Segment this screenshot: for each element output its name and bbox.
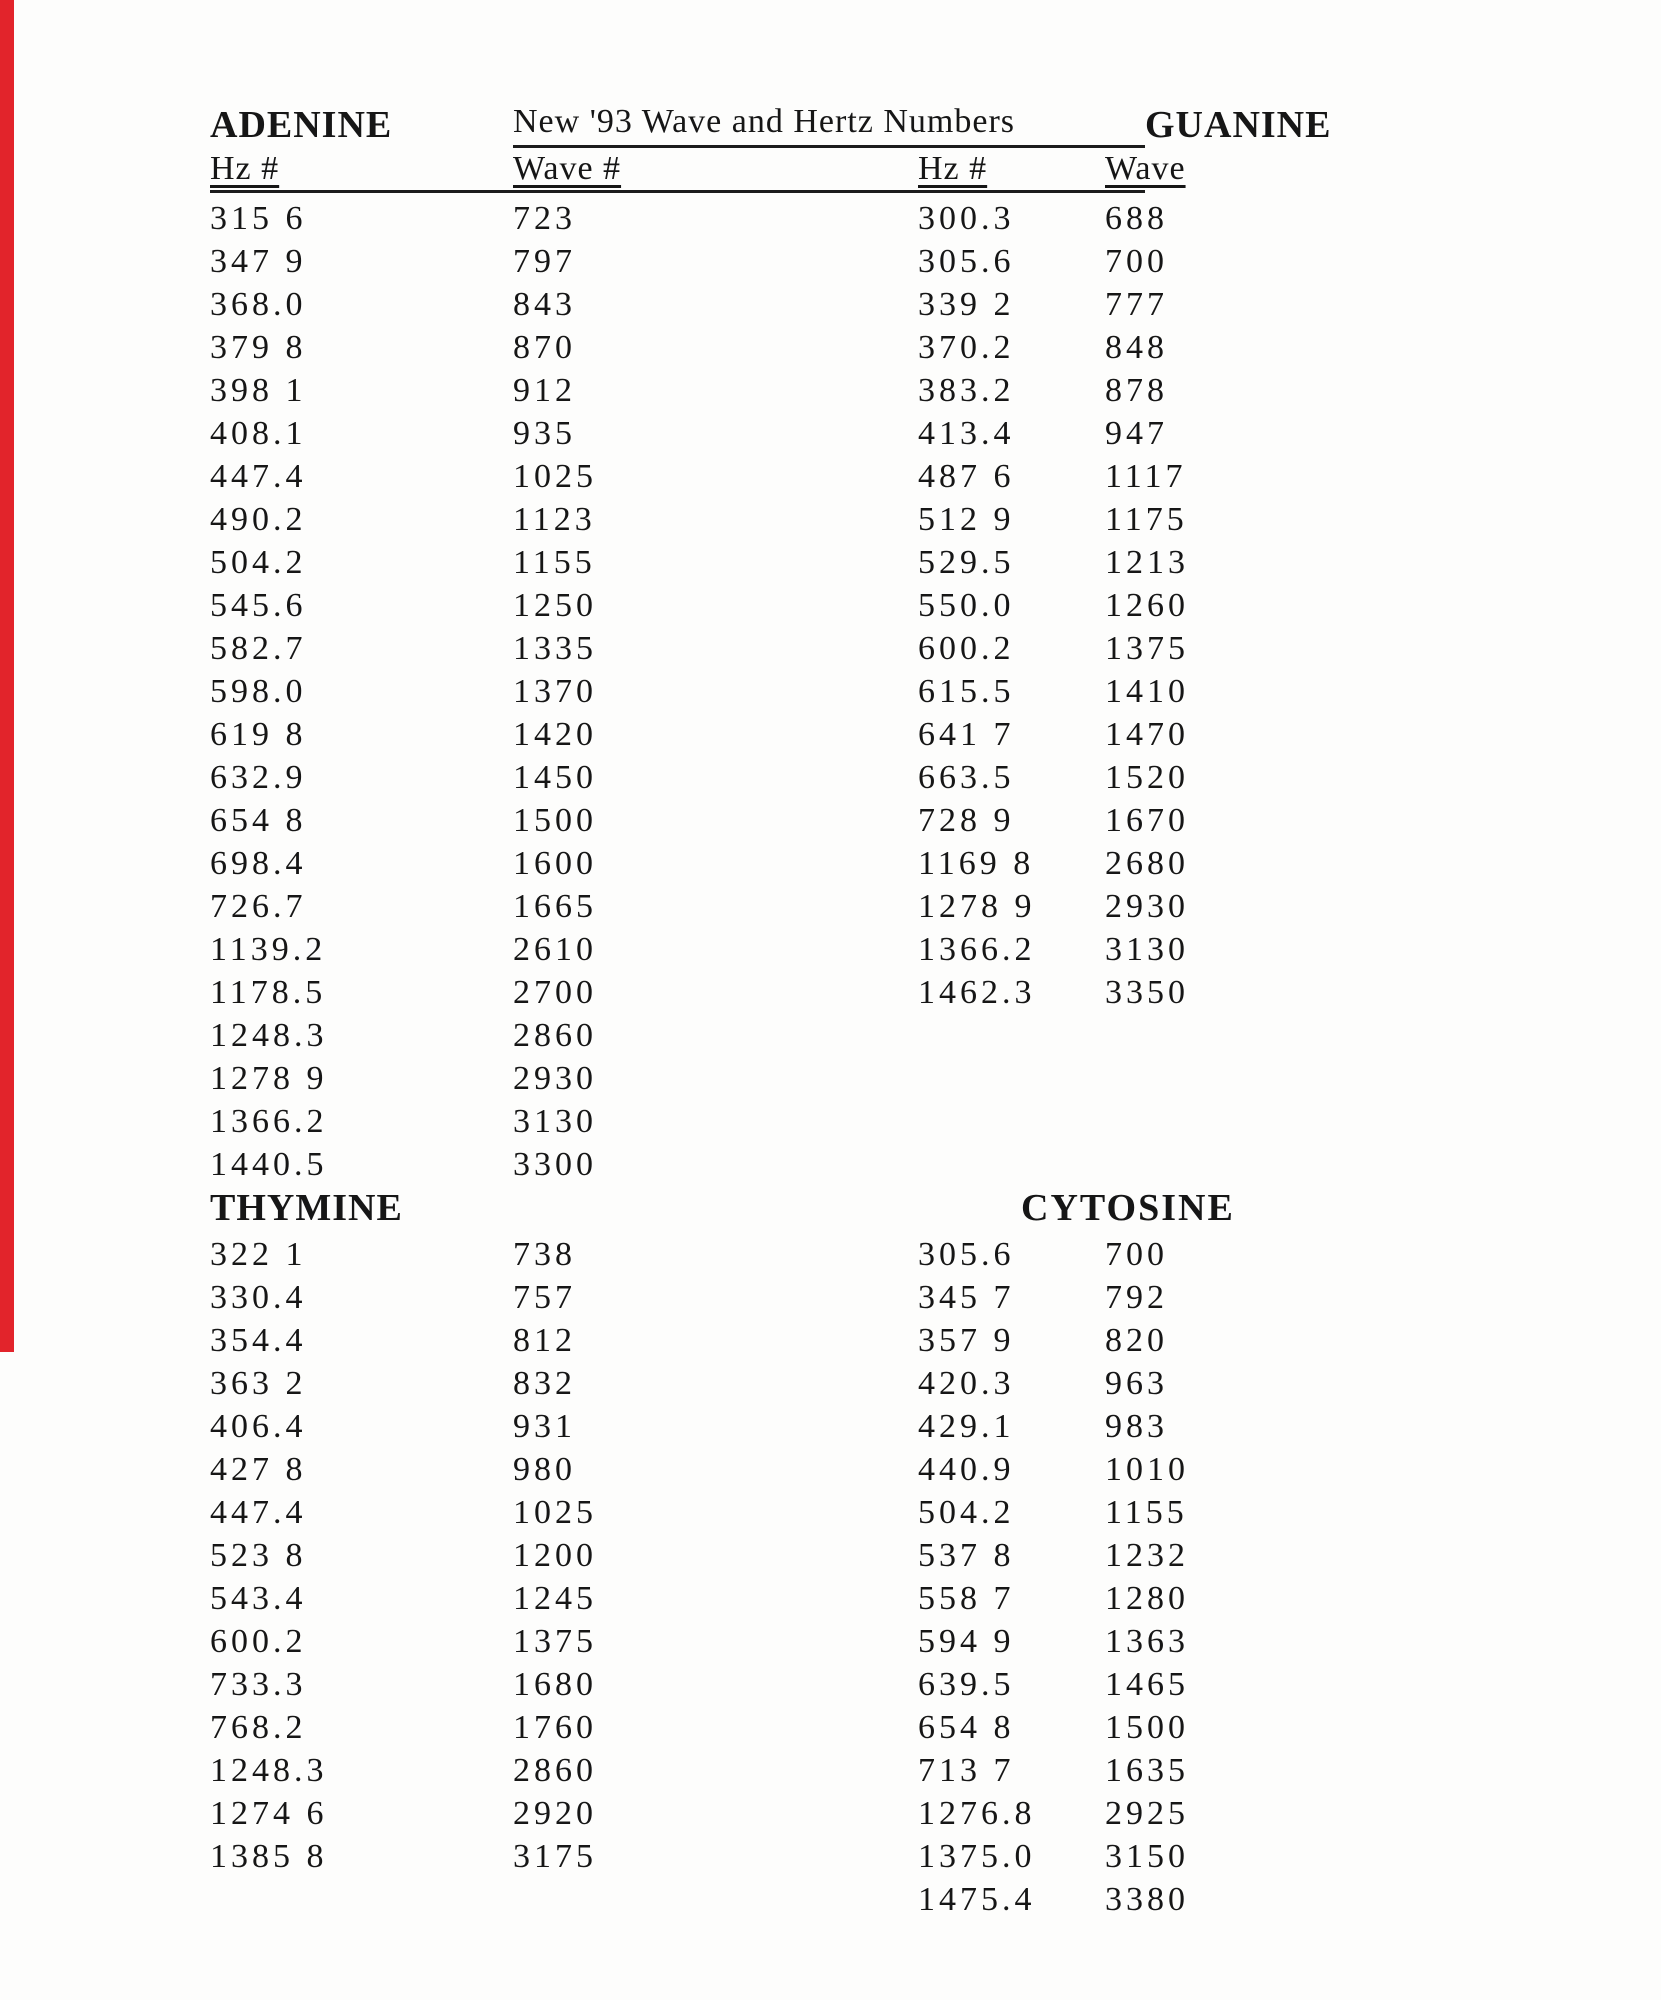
hz-cell-left: 315 6 bbox=[210, 200, 307, 237]
wave-cell-right: 700 bbox=[1105, 243, 1168, 280]
hz-cell-right: 1475.4 bbox=[918, 1881, 1036, 1918]
hz-cell-right: 339 2 bbox=[918, 286, 1015, 323]
hz-cell-left: 600.2 bbox=[210, 1623, 307, 1660]
wave-cell-right: 1175 bbox=[1105, 501, 1188, 538]
hz-cell-right: 429.1 bbox=[918, 1408, 1015, 1445]
hz-cell-left: 632.9 bbox=[210, 759, 307, 796]
wave-cell-left: 1155 bbox=[513, 544, 596, 581]
hz-cell-left: 545.6 bbox=[210, 587, 307, 624]
hz-cell-right: 504.2 bbox=[918, 1494, 1015, 1531]
table-row bbox=[210, 1057, 1540, 1100]
wave-cell-left: 1760 bbox=[513, 1709, 597, 1746]
hz-cell-left: 427 8 bbox=[210, 1451, 307, 1488]
wave-cell-right: 1500 bbox=[1105, 1709, 1189, 1746]
wave-cell-right bbox=[1105, 1014, 1540, 1057]
wave-cell-left: 2920 bbox=[513, 1795, 597, 1832]
wave-cell-right: 1117 bbox=[1105, 458, 1187, 495]
hz-cell-right: 1278 9 bbox=[918, 888, 1036, 925]
table-row bbox=[210, 197, 1540, 240]
wave-cell-right: 947 bbox=[1105, 415, 1168, 452]
wave-cell-left: 1250 bbox=[513, 587, 597, 624]
wave-cell-left: 870 bbox=[513, 329, 576, 366]
wave-cell-left: 2930 bbox=[513, 1060, 597, 1097]
hz-cell-right: 512 9 bbox=[918, 501, 1015, 538]
table-row bbox=[210, 412, 1540, 455]
table-row bbox=[210, 1620, 1540, 1663]
hz-cell-right bbox=[918, 1057, 1105, 1100]
hz-cell-right: 413.4 bbox=[918, 415, 1015, 452]
wave-cell-right: 1363 bbox=[1105, 1623, 1189, 1660]
wave-cell-right: 700 bbox=[1105, 1236, 1168, 1273]
wave-cell-right: 1010 bbox=[1105, 1451, 1189, 1488]
wave-cell-left: 1245 bbox=[513, 1580, 597, 1617]
adenine-guanine-rows bbox=[210, 197, 1540, 1186]
table-row bbox=[210, 1014, 1540, 1057]
wave-cell-right: 1155 bbox=[1105, 1494, 1188, 1531]
wave-cell-right: 2680 bbox=[1105, 845, 1189, 882]
wave-cell-left: 2610 bbox=[513, 931, 597, 968]
hz-cell-left: 406.4 bbox=[210, 1408, 307, 1445]
hz-cell-left: 582.7 bbox=[210, 630, 307, 667]
hz-cell-right: 305.6 bbox=[918, 1236, 1015, 1273]
hz-cell-right bbox=[918, 1014, 1105, 1057]
hz-cell-right bbox=[918, 1100, 1105, 1143]
hz-cell-left: 1248.3 bbox=[210, 1752, 328, 1789]
wave-cell-left: 812 bbox=[513, 1322, 576, 1359]
wave-cell-right: 777 bbox=[1105, 286, 1168, 323]
table-content bbox=[210, 103, 1540, 1921]
wave-cell-left: 931 bbox=[513, 1408, 576, 1445]
hz-cell-left: 768.2 bbox=[210, 1709, 307, 1746]
hz-cell-right: 537 8 bbox=[918, 1537, 1015, 1574]
hz-cell-right: 558 7 bbox=[918, 1580, 1015, 1617]
wave-cell-left: 1665 bbox=[513, 888, 597, 925]
hz-cell-right: 639.5 bbox=[918, 1666, 1015, 1703]
wave-cell-left: 1600 bbox=[513, 845, 597, 882]
wave-cell-right: 983 bbox=[1105, 1408, 1168, 1445]
wave-cell-right: 1260 bbox=[1105, 587, 1189, 624]
table-row bbox=[210, 1792, 1540, 1835]
wave-cell-right: 1375 bbox=[1105, 630, 1189, 667]
hz-cell-left: 447.4 bbox=[210, 1494, 307, 1531]
wave-cell-right: 792 bbox=[1105, 1279, 1168, 1316]
hz-cell-right: 1276.8 bbox=[918, 1795, 1036, 1832]
table-row bbox=[210, 971, 1540, 1014]
hz-cell-left: 354.4 bbox=[210, 1322, 307, 1359]
table-row bbox=[210, 240, 1540, 283]
wave-cell-right: 3150 bbox=[1105, 1838, 1189, 1875]
hz-cell-left: 1385 8 bbox=[210, 1838, 328, 1875]
wave-cell-left: 1500 bbox=[513, 802, 597, 839]
header-line-1 bbox=[210, 103, 1540, 150]
hz-cell-right: 594 9 bbox=[918, 1623, 1015, 1660]
wave-cell-left: 3300 bbox=[513, 1146, 597, 1183]
guanine-section-title: GUANINE bbox=[1145, 104, 1332, 146]
hz-cell-left: 1248.3 bbox=[210, 1017, 328, 1054]
wave-cell-left: 1335 bbox=[513, 630, 597, 667]
wave-cell-right: 1280 bbox=[1105, 1580, 1189, 1617]
hz-cell-left: 408.1 bbox=[210, 415, 307, 452]
hz-cell-left: 398 1 bbox=[210, 372, 307, 409]
wave-cell-left bbox=[513, 1878, 918, 1921]
wave-cell-right: 878 bbox=[1105, 372, 1168, 409]
table-row bbox=[210, 1749, 1540, 1792]
wave-cell-left: 2700 bbox=[513, 974, 597, 1011]
hz-cell-right: 615.5 bbox=[918, 673, 1015, 710]
wave-column-header-right: Wave bbox=[1105, 150, 1186, 187]
hz-cell-right: 641 7 bbox=[918, 716, 1015, 753]
hz-cell-right: 550.0 bbox=[918, 587, 1015, 624]
wave-cell-left: 2860 bbox=[513, 1017, 597, 1054]
wave-cell-left: 1025 bbox=[513, 458, 597, 495]
hz-cell-right: 487 6 bbox=[918, 458, 1015, 495]
hz-cell-left: 322 1 bbox=[210, 1236, 307, 1273]
table-row bbox=[210, 1143, 1540, 1186]
wave-cell-left: 843 bbox=[513, 286, 576, 323]
wave-cell-right: 3350 bbox=[1105, 974, 1189, 1011]
wave-cell-left: 2860 bbox=[513, 1752, 597, 1789]
table-row bbox=[210, 1405, 1540, 1448]
hz-cell-left: 523 8 bbox=[210, 1537, 307, 1574]
table-row bbox=[210, 326, 1540, 369]
hz-column-header-right: Hz # bbox=[918, 150, 988, 187]
hz-cell-left: 598.0 bbox=[210, 673, 307, 710]
hz-cell-right: 370.2 bbox=[918, 329, 1015, 366]
wave-cell-left: 912 bbox=[513, 372, 576, 409]
wave-cell-right: 1670 bbox=[1105, 802, 1189, 839]
table-row bbox=[210, 498, 1540, 541]
hz-cell-right: 1169 8 bbox=[918, 845, 1035, 882]
hz-cell-left: 543.4 bbox=[210, 1580, 307, 1617]
hz-cell-right: 420.3 bbox=[918, 1365, 1015, 1402]
wave-cell-left: 3175 bbox=[513, 1838, 597, 1875]
wave-cell-right: 1410 bbox=[1105, 673, 1189, 710]
table-row bbox=[210, 885, 1540, 928]
table-row bbox=[210, 283, 1540, 326]
page-edge-red-stripe bbox=[0, 0, 14, 1352]
wave-cell-right: 1635 bbox=[1105, 1752, 1189, 1789]
table-row bbox=[210, 627, 1540, 670]
wave-cell-right bbox=[1105, 1143, 1540, 1186]
wave-cell-left: 1450 bbox=[513, 759, 597, 796]
hz-cell-left: 1278 9 bbox=[210, 1060, 328, 1097]
wave-cell-left: 1123 bbox=[513, 501, 596, 538]
adenine-section-title: ADENINE bbox=[210, 104, 393, 146]
table-row bbox=[210, 1276, 1540, 1319]
wave-cell-left: 1200 bbox=[513, 1537, 597, 1574]
wave-cell-right: 1213 bbox=[1105, 544, 1189, 581]
hz-cell-left: 698.4 bbox=[210, 845, 307, 882]
hz-cell-left: 490.2 bbox=[210, 501, 307, 538]
wave-cell-right: 2925 bbox=[1105, 1795, 1189, 1832]
hz-cell-left: 347 9 bbox=[210, 243, 307, 280]
hz-cell-left: 726.7 bbox=[210, 888, 307, 925]
header-line-2 bbox=[210, 1186, 1540, 1233]
table-row bbox=[210, 1233, 1540, 1276]
hz-cell-left: 654 8 bbox=[210, 802, 307, 839]
hz-cell-right: 383.2 bbox=[918, 372, 1015, 409]
hz-cell-right: 440.9 bbox=[918, 1451, 1015, 1488]
hz-column-header-left: Hz # bbox=[210, 150, 280, 187]
wave-cell-right: 688 bbox=[1105, 200, 1168, 237]
hz-cell-right: 600.2 bbox=[918, 630, 1015, 667]
hz-cell-right: 728 9 bbox=[918, 802, 1015, 839]
hz-cell-left: 733.3 bbox=[210, 1666, 307, 1703]
hz-cell-right: 654 8 bbox=[918, 1709, 1015, 1746]
wave-cell-left: 980 bbox=[513, 1451, 576, 1488]
wave-cell-left: 3130 bbox=[513, 1103, 597, 1140]
wave-cell-left: 1680 bbox=[513, 1666, 597, 1703]
hz-cell-left: 1178.5 bbox=[210, 974, 327, 1011]
header-underline-rule bbox=[210, 190, 1145, 193]
table-row bbox=[210, 1362, 1540, 1405]
wave-cell-right: 963 bbox=[1105, 1365, 1168, 1402]
table-row bbox=[210, 1835, 1540, 1878]
table-row bbox=[210, 713, 1540, 756]
wave-cell-left: 1370 bbox=[513, 673, 597, 710]
hz-cell-left: 1366.2 bbox=[210, 1103, 328, 1140]
hz-cell-right: 713 7 bbox=[918, 1752, 1015, 1789]
table-row bbox=[210, 842, 1540, 885]
hz-cell-right: 345 7 bbox=[918, 1279, 1015, 1316]
wave-cell-left: 1375 bbox=[513, 1623, 597, 1660]
hz-cell-right: 1462.3 bbox=[918, 974, 1036, 1011]
wave-cell-left: 935 bbox=[513, 415, 576, 452]
table-row bbox=[210, 1491, 1540, 1534]
table-row bbox=[210, 1706, 1540, 1749]
wave-cell-left: 832 bbox=[513, 1365, 576, 1402]
wave-cell-right: 3380 bbox=[1105, 1881, 1189, 1918]
wave-cell-right bbox=[1105, 1100, 1540, 1143]
table-row bbox=[210, 1100, 1540, 1143]
hz-cell-left: 619 8 bbox=[210, 716, 307, 753]
wave-cell-right: 3130 bbox=[1105, 931, 1189, 968]
hz-cell-right bbox=[918, 1143, 1105, 1186]
wave-cell-right bbox=[1105, 1057, 1540, 1100]
wave-cell-right: 848 bbox=[1105, 329, 1168, 366]
wave-cell-right: 820 bbox=[1105, 1322, 1168, 1359]
hz-cell-left: 363 2 bbox=[210, 1365, 307, 1402]
hz-cell-left: 368.0 bbox=[210, 286, 307, 323]
hz-cell-left: 447.4 bbox=[210, 458, 307, 495]
wave-cell-left: 723 bbox=[513, 200, 576, 237]
column-header-line bbox=[210, 150, 1540, 197]
hz-cell-left: 1139.2 bbox=[210, 931, 327, 968]
table-row bbox=[210, 1319, 1540, 1362]
wave-cell-right: 1232 bbox=[1105, 1537, 1189, 1574]
table-row bbox=[210, 455, 1540, 498]
wave-cell-right: 2930 bbox=[1105, 888, 1189, 925]
table-row bbox=[210, 369, 1540, 412]
hz-cell-right: 529.5 bbox=[918, 544, 1015, 581]
table-row bbox=[210, 928, 1540, 971]
table-row bbox=[210, 1534, 1540, 1577]
thymine-cytosine-rows bbox=[210, 1233, 1540, 1921]
hz-cell-left: 379 8 bbox=[210, 329, 307, 366]
wave-cell-left: 757 bbox=[513, 1279, 576, 1316]
table-row bbox=[210, 756, 1540, 799]
hz-cell-right: 1366.2 bbox=[918, 931, 1036, 968]
table-row bbox=[210, 584, 1540, 627]
hz-cell-left: 1274 6 bbox=[210, 1795, 328, 1832]
wave-column-header-left: Wave # bbox=[513, 150, 622, 187]
table-row bbox=[210, 541, 1540, 584]
table-row bbox=[210, 1448, 1540, 1491]
thymine-section-title: THYMINE bbox=[210, 1187, 403, 1229]
hz-cell-right: 357 9 bbox=[918, 1322, 1015, 1359]
hz-cell-right: 305.6 bbox=[918, 243, 1015, 280]
table-row bbox=[210, 670, 1540, 713]
hz-cell-right: 1375.0 bbox=[918, 1838, 1036, 1875]
wave-cell-right: 1470 bbox=[1105, 716, 1189, 753]
hz-cell-left: 1440.5 bbox=[210, 1146, 328, 1183]
hz-cell-right: 300.3 bbox=[918, 200, 1015, 237]
table-row bbox=[210, 799, 1540, 842]
hz-cell-left bbox=[210, 1878, 513, 1921]
table-row bbox=[210, 1878, 1540, 1921]
wave-cell-left: 797 bbox=[513, 243, 576, 280]
wave-cell-left: 738 bbox=[513, 1236, 576, 1273]
table-row bbox=[210, 1663, 1540, 1706]
table-row bbox=[210, 1577, 1540, 1620]
wave-cell-left: 1420 bbox=[513, 716, 597, 753]
hz-cell-left: 330.4 bbox=[210, 1279, 307, 1316]
page-title: New '93 Wave and Hertz Numbers bbox=[513, 103, 1145, 148]
hz-cell-right: 663.5 bbox=[918, 759, 1015, 796]
cytosine-section-title: CYTOSINE bbox=[1021, 1187, 1235, 1229]
wave-cell-left: 1025 bbox=[513, 1494, 597, 1531]
wave-cell-right: 1520 bbox=[1105, 759, 1189, 796]
hz-cell-left: 504.2 bbox=[210, 544, 307, 581]
wave-cell-right: 1465 bbox=[1105, 1666, 1189, 1703]
